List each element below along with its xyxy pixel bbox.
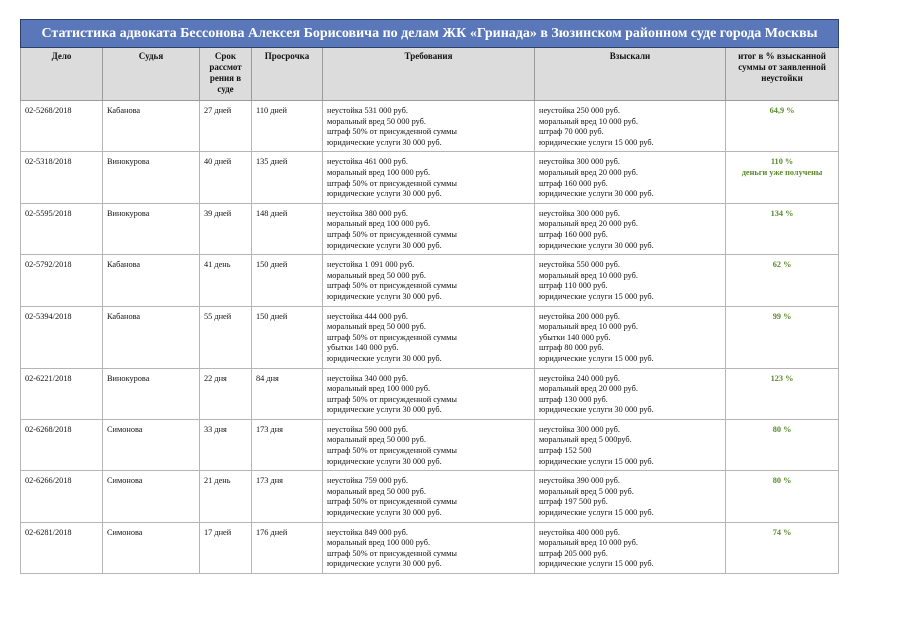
table-row <box>21 306 839 368</box>
cell-claimed <box>323 101 535 152</box>
awarded-line: юридические услуги 15 000 руб. <box>539 137 654 147</box>
cell-claimed <box>323 368 535 419</box>
awarded-line: моральный вред 10 000 руб. <box>539 322 638 332</box>
claimed-line: юридические услуги 30 000 руб. <box>327 240 442 250</box>
cell-claimed <box>323 471 535 522</box>
claimed-line: моральный вред 50 000 руб. <box>327 322 426 332</box>
claimed-line: моральный вред 50 000 руб. <box>327 435 426 445</box>
cell-term: 41 день <box>200 255 252 306</box>
awarded-line: моральный вред 20 000 руб. <box>539 167 638 177</box>
awarded-line: штраф 70 000 руб. <box>539 127 604 137</box>
cell-result <box>726 255 839 306</box>
claimed-line: моральный вред 100 000 руб. <box>327 167 431 177</box>
awarded-line: неустойка 300 000 руб. <box>539 424 620 434</box>
claimed-line: штраф 50% от присужденной суммы <box>327 127 457 137</box>
claimed-line: неустойка 849 000 руб. <box>327 527 408 537</box>
header-term: Срок рассмот рения в суде <box>200 48 252 101</box>
cell-awarded <box>535 471 726 522</box>
cell-judge: Винокурова <box>103 203 200 254</box>
cell-judge: Винокурова <box>103 152 200 203</box>
awarded-line: юридические услуги 15 000 руб. <box>539 291 654 301</box>
awarded-line: штраф 160 000 руб. <box>539 178 608 188</box>
result-line: деньги уже получены <box>741 167 823 177</box>
cell-delay: 150 дней <box>252 255 323 306</box>
cell-delay: 173 дня <box>252 419 323 470</box>
awarded-line: штраф 130 000 руб. <box>539 394 608 404</box>
header-delay: Просрочка <box>252 48 323 101</box>
statistics-document <box>20 19 838 574</box>
claimed-line: неустойка 461 000 руб. <box>327 157 408 167</box>
cell-awarded <box>535 101 726 152</box>
claimed-line: юридические услуги 30 000 руб. <box>327 456 442 466</box>
cell-awarded <box>535 255 726 306</box>
cell-claimed <box>323 152 535 203</box>
cell-case: 02-5268/2018 <box>21 101 103 152</box>
cell-judge: Симонова <box>103 522 200 573</box>
claimed-line: юридические услуги 30 000 руб. <box>327 405 442 415</box>
awarded-line: неустойка 300 000 руб. <box>539 157 620 167</box>
claimed-line: штраф 50% от присужденной суммы <box>327 548 457 558</box>
cell-case: 02-5595/2018 <box>21 203 103 254</box>
cell-awarded <box>535 419 726 470</box>
claimed-line: юридические услуги 30 000 руб. <box>327 353 442 363</box>
claimed-line: штраф 50% от присужденной суммы <box>327 178 457 188</box>
awarded-line: штраф 205 000 руб. <box>539 548 608 558</box>
cell-term: 39 дней <box>200 203 252 254</box>
claimed-line: неустойка 590 000 руб. <box>327 424 408 434</box>
result-line: 64,9 % <box>769 106 795 115</box>
result-line: 134 % <box>770 208 794 218</box>
header-result: итог в % взысканной суммы от заявленной неустойки <box>726 48 839 101</box>
document-title: Статистика адвоката Бессонова Алексея Борисовича по делам ЖК «Гринада» в Зюзинском районном суде города Москвы <box>21 20 839 48</box>
cell-claimed <box>323 306 535 368</box>
cell-claimed <box>323 522 535 573</box>
cell-term: 33 дня <box>200 419 252 470</box>
table-row <box>21 255 839 306</box>
title-row <box>21 20 839 48</box>
claimed-line: моральный вред 50 000 руб. <box>327 116 426 126</box>
cell-case: 02-6268/2018 <box>21 419 103 470</box>
cell-term: 40 дней <box>200 152 252 203</box>
claimed-line: юридические услуги 30 000 руб. <box>327 189 442 199</box>
cell-claimed <box>323 203 535 254</box>
cell-result <box>726 101 839 152</box>
cell-case: 02-5394/2018 <box>21 306 103 368</box>
cell-result <box>726 368 839 419</box>
cell-awarded <box>535 152 726 203</box>
header-awarded: Взыскали <box>535 48 726 101</box>
cell-case: 02-6221/2018 <box>21 368 103 419</box>
table-row <box>21 203 839 254</box>
cell-delay: 150 дней <box>252 306 323 368</box>
cell-result <box>726 419 839 470</box>
awarded-line: неустойка 200 000 руб. <box>539 311 620 321</box>
awarded-line: штраф 160 000 руб. <box>539 229 608 239</box>
cell-judge: Кабанова <box>103 101 200 152</box>
awarded-line: неустойка 240 000 руб. <box>539 373 620 383</box>
cell-awarded <box>535 522 726 573</box>
cell-result <box>726 471 839 522</box>
cell-result <box>726 306 839 368</box>
result-line: 62 % <box>772 260 792 270</box>
claimed-line: моральный вред 50 000 руб. <box>327 486 426 496</box>
awarded-line: штраф 197 500 руб. <box>539 497 608 507</box>
table-row <box>21 101 839 152</box>
cell-awarded <box>535 203 726 254</box>
cell-judge: Винокурова <box>103 368 200 419</box>
cell-delay: 173 дня <box>252 471 323 522</box>
awarded-line: штраф 80 000 руб. <box>539 343 604 353</box>
awarded-line: юридические услуги 15 000 руб. <box>539 559 654 569</box>
cell-awarded <box>535 368 726 419</box>
awarded-line: юридические услуги 30 000 руб. <box>539 240 654 250</box>
result-line: 110 % <box>770 157 794 167</box>
cell-term: 22 дня <box>200 368 252 419</box>
awarded-line: моральный вред 5 000 руб. <box>539 486 634 496</box>
awarded-line: неустойка 400 000 руб. <box>539 527 620 537</box>
awarded-line: штраф 152 500 <box>539 446 592 456</box>
claimed-line: неустойка 759 000 руб. <box>327 476 408 486</box>
claimed-line: неустойка 444 000 руб. <box>327 311 408 321</box>
result-line: 74 % <box>772 527 792 537</box>
awarded-line: моральный вред 10 000 руб. <box>539 538 638 548</box>
cell-result <box>726 203 839 254</box>
cell-delay: 110 дней <box>252 101 323 152</box>
awarded-line: неустойка 390 000 руб. <box>539 476 620 486</box>
cell-term: 17 дней <box>200 522 252 573</box>
result-line: 99 % <box>772 311 792 321</box>
cell-delay: 84 дня <box>252 368 323 419</box>
table-row <box>21 522 839 573</box>
claimed-line: моральный вред 100 000 руб. <box>327 219 431 229</box>
awarded-line: неустойка 250 000 руб. <box>539 106 620 115</box>
awarded-line: юридические услуги 15 000 руб. <box>539 456 654 466</box>
cell-case: 02-5792/2018 <box>21 255 103 306</box>
claimed-line: штраф 50% от присужденной суммы <box>327 332 457 342</box>
cell-judge: Кабанова <box>103 306 200 368</box>
cell-case: 02-6266/2018 <box>21 471 103 522</box>
header-judge: Судья <box>103 48 200 101</box>
claimed-line: юридические услуги 30 000 руб. <box>327 291 442 301</box>
cell-judge: Кабанова <box>103 255 200 306</box>
cell-delay: 148 дней <box>252 203 323 254</box>
awarded-line: моральный вред 10 000 руб. <box>539 270 638 280</box>
claimed-line: юридические услуги 30 000 руб. <box>327 508 442 518</box>
cell-claimed <box>323 419 535 470</box>
awarded-line: моральный вред 20 000 руб. <box>539 219 638 229</box>
cell-judge: Симонова <box>103 471 200 522</box>
awarded-line: юридические услуги 15 000 руб. <box>539 353 654 363</box>
claimed-line: неустойка 380 000 руб. <box>327 208 408 218</box>
claimed-line: штраф 50% от присужденной суммы <box>327 281 457 291</box>
result-line: 123 % <box>770 373 794 383</box>
awarded-line: моральный вред 20 000 руб. <box>539 384 638 394</box>
header-row <box>21 48 839 101</box>
awarded-line: штраф 110 000 руб. <box>539 281 608 291</box>
awarded-line: неустойка 550 000 руб. <box>539 260 620 270</box>
claimed-line: штраф 50% от присужденной суммы <box>327 394 457 404</box>
cell-delay: 176 дней <box>252 522 323 573</box>
awarded-line: юридические услуги 15 000 руб. <box>539 508 654 518</box>
result-line: 80 % <box>772 476 792 486</box>
cell-result <box>726 152 839 203</box>
claimed-line: юридические услуги 30 000 руб. <box>327 137 442 147</box>
claimed-line: штраф 50% от присужденной суммы <box>327 446 457 456</box>
cell-claimed <box>323 255 535 306</box>
claimed-line: убытки 140 000 руб. <box>327 343 399 353</box>
cell-awarded <box>535 306 726 368</box>
cell-case: 02-5318/2018 <box>21 152 103 203</box>
claimed-line: штраф 50% от присужденной суммы <box>327 229 457 239</box>
table-row <box>21 152 839 203</box>
claimed-line: штраф 50% от присужденной суммы <box>327 497 457 507</box>
awarded-line: неустойка 300 000 руб. <box>539 208 620 218</box>
claimed-line: моральный вред 100 000 руб. <box>327 384 431 394</box>
table-body <box>21 101 839 574</box>
case-statistics-table <box>20 19 839 574</box>
claimed-line: неустойка 1 091 000 руб. <box>327 260 415 270</box>
cell-case: 02-6281/2018 <box>21 522 103 573</box>
cell-term: 55 дней <box>200 306 252 368</box>
claimed-line: неустойка 531 000 руб. <box>327 106 408 115</box>
awarded-line: юридические услуги 30 000 руб. <box>539 189 654 199</box>
header-claimed: Требования <box>323 48 535 101</box>
cell-judge: Симонова <box>103 419 200 470</box>
awarded-line: юридические услуги 30 000 руб. <box>539 405 654 415</box>
awarded-line: моральный вред 10 000 руб. <box>539 116 638 126</box>
awarded-line: убытки 140 000 руб. <box>539 332 611 342</box>
table-row <box>21 368 839 419</box>
claimed-line: моральный вред 50 000 руб. <box>327 270 426 280</box>
cell-term: 27 дней <box>200 101 252 152</box>
table-row <box>21 419 839 470</box>
awarded-line: моральный вред 5 000руб. <box>539 435 632 445</box>
header-case: Дело <box>21 48 103 101</box>
table-row <box>21 471 839 522</box>
claimed-line: моральный вред 100 000 руб. <box>327 538 431 548</box>
result-line: 80 % <box>772 424 792 434</box>
cell-term: 21 день <box>200 471 252 522</box>
cell-result <box>726 522 839 573</box>
claimed-line: юридические услуги 30 000 руб. <box>327 559 442 569</box>
claimed-line: неустойка 340 000 руб. <box>327 373 408 383</box>
cell-delay: 135 дней <box>252 152 323 203</box>
